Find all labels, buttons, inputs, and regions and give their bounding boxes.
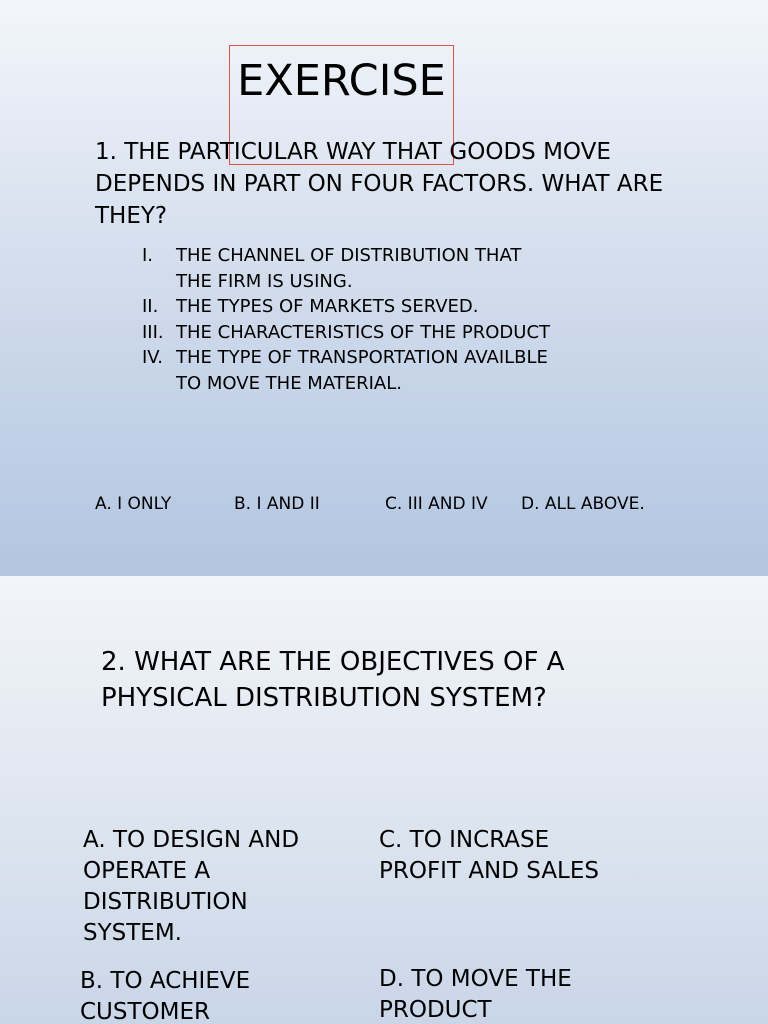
list-item-text: THE CHARACTERISTICS OF THE PRODUCT bbox=[176, 321, 551, 343]
option-a: A. TO DESIGN AND OPERATE A DISTRIBUTION SYSTEM. bbox=[83, 827, 300, 946]
slide-title: EXERCISE bbox=[229, 45, 454, 165]
list-item-text: THE TYPE OF TRANSPORTATION AVAILBLE TO MOVE THE MATERIAL. bbox=[176, 347, 548, 394]
list-item-number: I. bbox=[142, 245, 154, 266]
answer-b: B. I AND II bbox=[234, 494, 320, 514]
answer-d: D. ALL ABOVE. bbox=[521, 494, 645, 514]
list-item bbox=[142, 294, 562, 320]
answer-c: C. III AND IV bbox=[385, 494, 488, 514]
question-2: 2. WHAT ARE THE OBJECTIVES OF A PHYSICAL DISTRIBUTION SYSTEM? bbox=[101, 647, 565, 713]
list-item bbox=[142, 345, 562, 396]
list-item bbox=[142, 320, 562, 346]
list-item-text: THE TYPES OF MARKETS SERVED. bbox=[176, 296, 479, 318]
list-item-number: III. bbox=[142, 321, 164, 343]
list-item-text: THE CHANNEL OF DISTRIBUTION THAT THE FIRM IS USING. bbox=[176, 245, 522, 292]
option-b: B. TO ACHIEVE CUSTOMER bbox=[80, 968, 251, 1024]
slide-2 bbox=[0, 576, 768, 1024]
list-item-number: II. bbox=[142, 296, 159, 318]
option-c: C. TO INCRASE PROFIT AND SALES bbox=[379, 827, 599, 884]
question-1: 1. THE PARTICULAR WAY THAT GOODS MOVE DEPENDS IN PART ON FOUR FACTORS. WHAT ARE THEY? bbox=[95, 139, 664, 229]
answer-a: A. I ONLY bbox=[95, 494, 172, 514]
factor-list bbox=[142, 243, 562, 397]
option-d: D. TO MOVE THE PRODUCT bbox=[379, 966, 572, 1023]
list-item-number: IV. bbox=[142, 347, 164, 369]
list-item bbox=[142, 243, 562, 294]
